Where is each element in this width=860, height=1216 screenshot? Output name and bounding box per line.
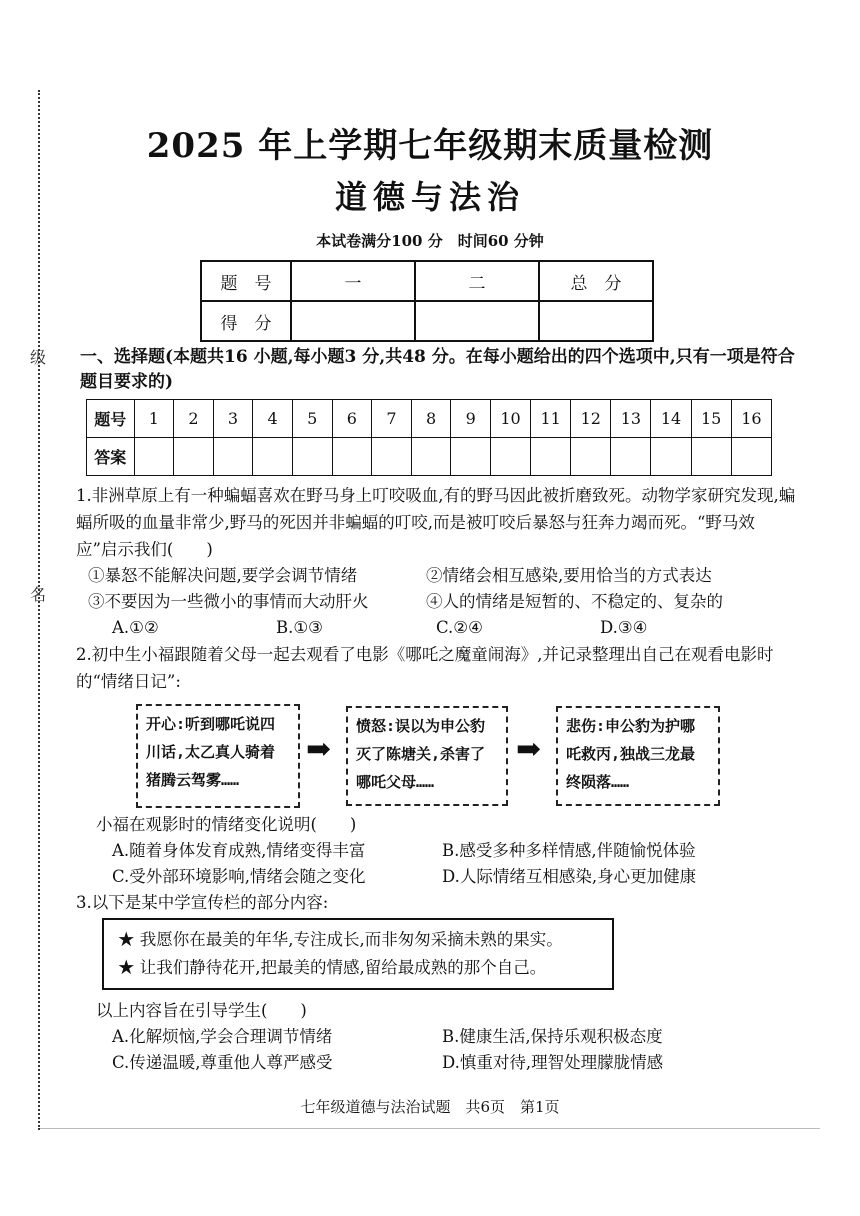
answer-cell[interactable] <box>571 438 611 476</box>
emotion-box-happy: 开心:听到哪吒说四川话,太乙真人骑着猪腾云驾雾…… <box>136 704 300 808</box>
answer-cell[interactable] <box>651 438 691 476</box>
section-heading: 一、选择题(本题共16 小题,每小题3 分,共48 分。在每小题给出的四个选项中,只有一项是符合题目要求的) <box>80 347 795 392</box>
score-cell: 题 号 <box>201 261 291 301</box>
option-a: A.化解烦恼,学会合理调节情绪 <box>112 1027 333 1046</box>
question-2-ask: 小福在观影时的情绪变化说明( ) <box>96 815 357 834</box>
answer-cell[interactable] <box>490 438 530 476</box>
option-c: C.②④ <box>436 618 483 637</box>
score-cell: 得 分 <box>201 301 291 341</box>
score-cell <box>539 301 653 341</box>
answer-table-label: 题号 <box>87 400 135 438</box>
answer-cell[interactable] <box>134 438 174 476</box>
question-number-cell: 9 <box>451 400 491 438</box>
question-number-cell: 11 <box>531 400 571 438</box>
question-number-cell: 13 <box>611 400 651 438</box>
option-c: C.受外部环境影响,情绪会随之变化 <box>112 867 366 886</box>
question-3-ask: 以上内容旨在引导学生( ) <box>96 1001 307 1020</box>
arrow-right-icon: ➡ <box>306 732 332 767</box>
emotion-box-angry: 愤怒:误以为申公豹灭了陈塘关,杀害了哪吒父母…… <box>346 706 508 806</box>
question-number-cell: 12 <box>571 400 611 438</box>
option-d: D.③④ <box>600 618 648 637</box>
question-number-cell: 8 <box>411 400 451 438</box>
answer-cell[interactable] <box>411 438 451 476</box>
question-number-cell: 1 <box>134 400 174 438</box>
score-cell <box>415 301 539 341</box>
statement: ①暴怒不能解决问题,要学会调节情绪 <box>88 566 358 585</box>
statement: ③不要因为一些微小的事情而大动肝火 <box>88 592 369 611</box>
answer-cell[interactable] <box>731 438 771 476</box>
question-number-cell: 4 <box>253 400 293 438</box>
binding-mark: 级 <box>30 348 47 367</box>
exam-title: 2025 年上学期七年级期末质量检测 <box>146 126 714 166</box>
option-b: B.感受多种多样情感,伴随愉悦体验 <box>442 841 696 860</box>
option-c: C.传递温暖,尊重他人尊严感受 <box>112 1053 333 1072</box>
answer-cell[interactable] <box>611 438 651 476</box>
answer-cell[interactable] <box>332 438 372 476</box>
option-d: D.人际情绪互相感染,身心更加健康 <box>442 867 697 886</box>
arrow-right-icon: ➡ <box>516 732 542 767</box>
question-number-cell: 3 <box>213 400 253 438</box>
score-cell: 二 <box>415 261 539 301</box>
question-1-stem: 1.非洲草原上有一种蝙蝠喜欢在野马身上叮咬吸血,有的野马因此被折磨致死。动物学家研究发现,蝙蝠所吸的血量非常少,野马的死因并非蝙蝠的叮咬,而是被叮咬后暴怒与狂奔力竭而死。“野马效应”启示我们( ) <box>76 486 796 559</box>
question-number-cell: 14 <box>651 400 691 438</box>
question-3-stem: 3.以下是某中学宣传栏的部分内容: <box>76 893 329 912</box>
answer-cell[interactable] <box>253 438 293 476</box>
question-2-stem: 2.初中生小福跟随着父母一起去观看了电影《哪吒之魔童闹海》,并记录整理出自己在观看电影时的“情绪日记”: <box>76 645 774 691</box>
emotion-box-sad: 悲伤:申公豹为护哪吒救丙,独战三龙最终陨落…… <box>556 706 720 806</box>
answer-cell[interactable] <box>691 438 731 476</box>
question-number-cell: 5 <box>292 400 332 438</box>
question-number-cell: 15 <box>691 400 731 438</box>
question-number-cell: 10 <box>490 400 530 438</box>
score-cell: 总 分 <box>539 261 653 301</box>
bulletin-box <box>102 918 614 990</box>
divider <box>40 1128 820 1129</box>
answer-cell[interactable] <box>213 438 253 476</box>
answer-table <box>86 399 772 476</box>
answer-cell[interactable] <box>174 438 214 476</box>
statement: ②情绪会相互感染,要用恰当的方式表达 <box>426 566 712 585</box>
statement: ④人的情绪是短暂的、不稳定的、复杂的 <box>426 592 723 611</box>
bulletin-line: ★ 我愿你在最美的年华,专注成长,而非匆匆采摘未熟的果实。 <box>118 930 563 949</box>
question-number-cell: 2 <box>174 400 214 438</box>
option-a: A.①② <box>112 618 159 637</box>
score-table <box>200 260 654 342</box>
score-cell: 一 <box>291 261 415 301</box>
option-b: B.①③ <box>276 618 323 637</box>
question-number-cell: 7 <box>372 400 412 438</box>
answer-cell[interactable] <box>372 438 412 476</box>
question-number-cell: 6 <box>332 400 372 438</box>
answer-table-label: 答案 <box>87 438 135 476</box>
question-number-cell: 16 <box>731 400 771 438</box>
exam-info: 本试卷满分100 分 时间60 分钟 <box>316 232 544 250</box>
option-b: B.健康生活,保持乐观积极态度 <box>442 1027 663 1046</box>
answer-cell[interactable] <box>451 438 491 476</box>
subject-title: 道德与法治 <box>334 178 525 216</box>
answer-cell[interactable] <box>531 438 571 476</box>
score-cell <box>291 301 415 341</box>
page-footer: 七年级道德与法治试题 共6页 第1页 <box>300 1098 560 1116</box>
option-d: D.慎重对待,理智处理朦胧情感 <box>442 1053 664 1072</box>
answer-cell[interactable] <box>292 438 332 476</box>
binding-mark: 名 <box>30 585 47 604</box>
option-a: A.随着身体发育成熟,情绪变得丰富 <box>112 841 366 860</box>
bulletin-line: ★ 让我们静待花开,把最美的情感,留给最成熟的那个自己。 <box>118 958 547 977</box>
